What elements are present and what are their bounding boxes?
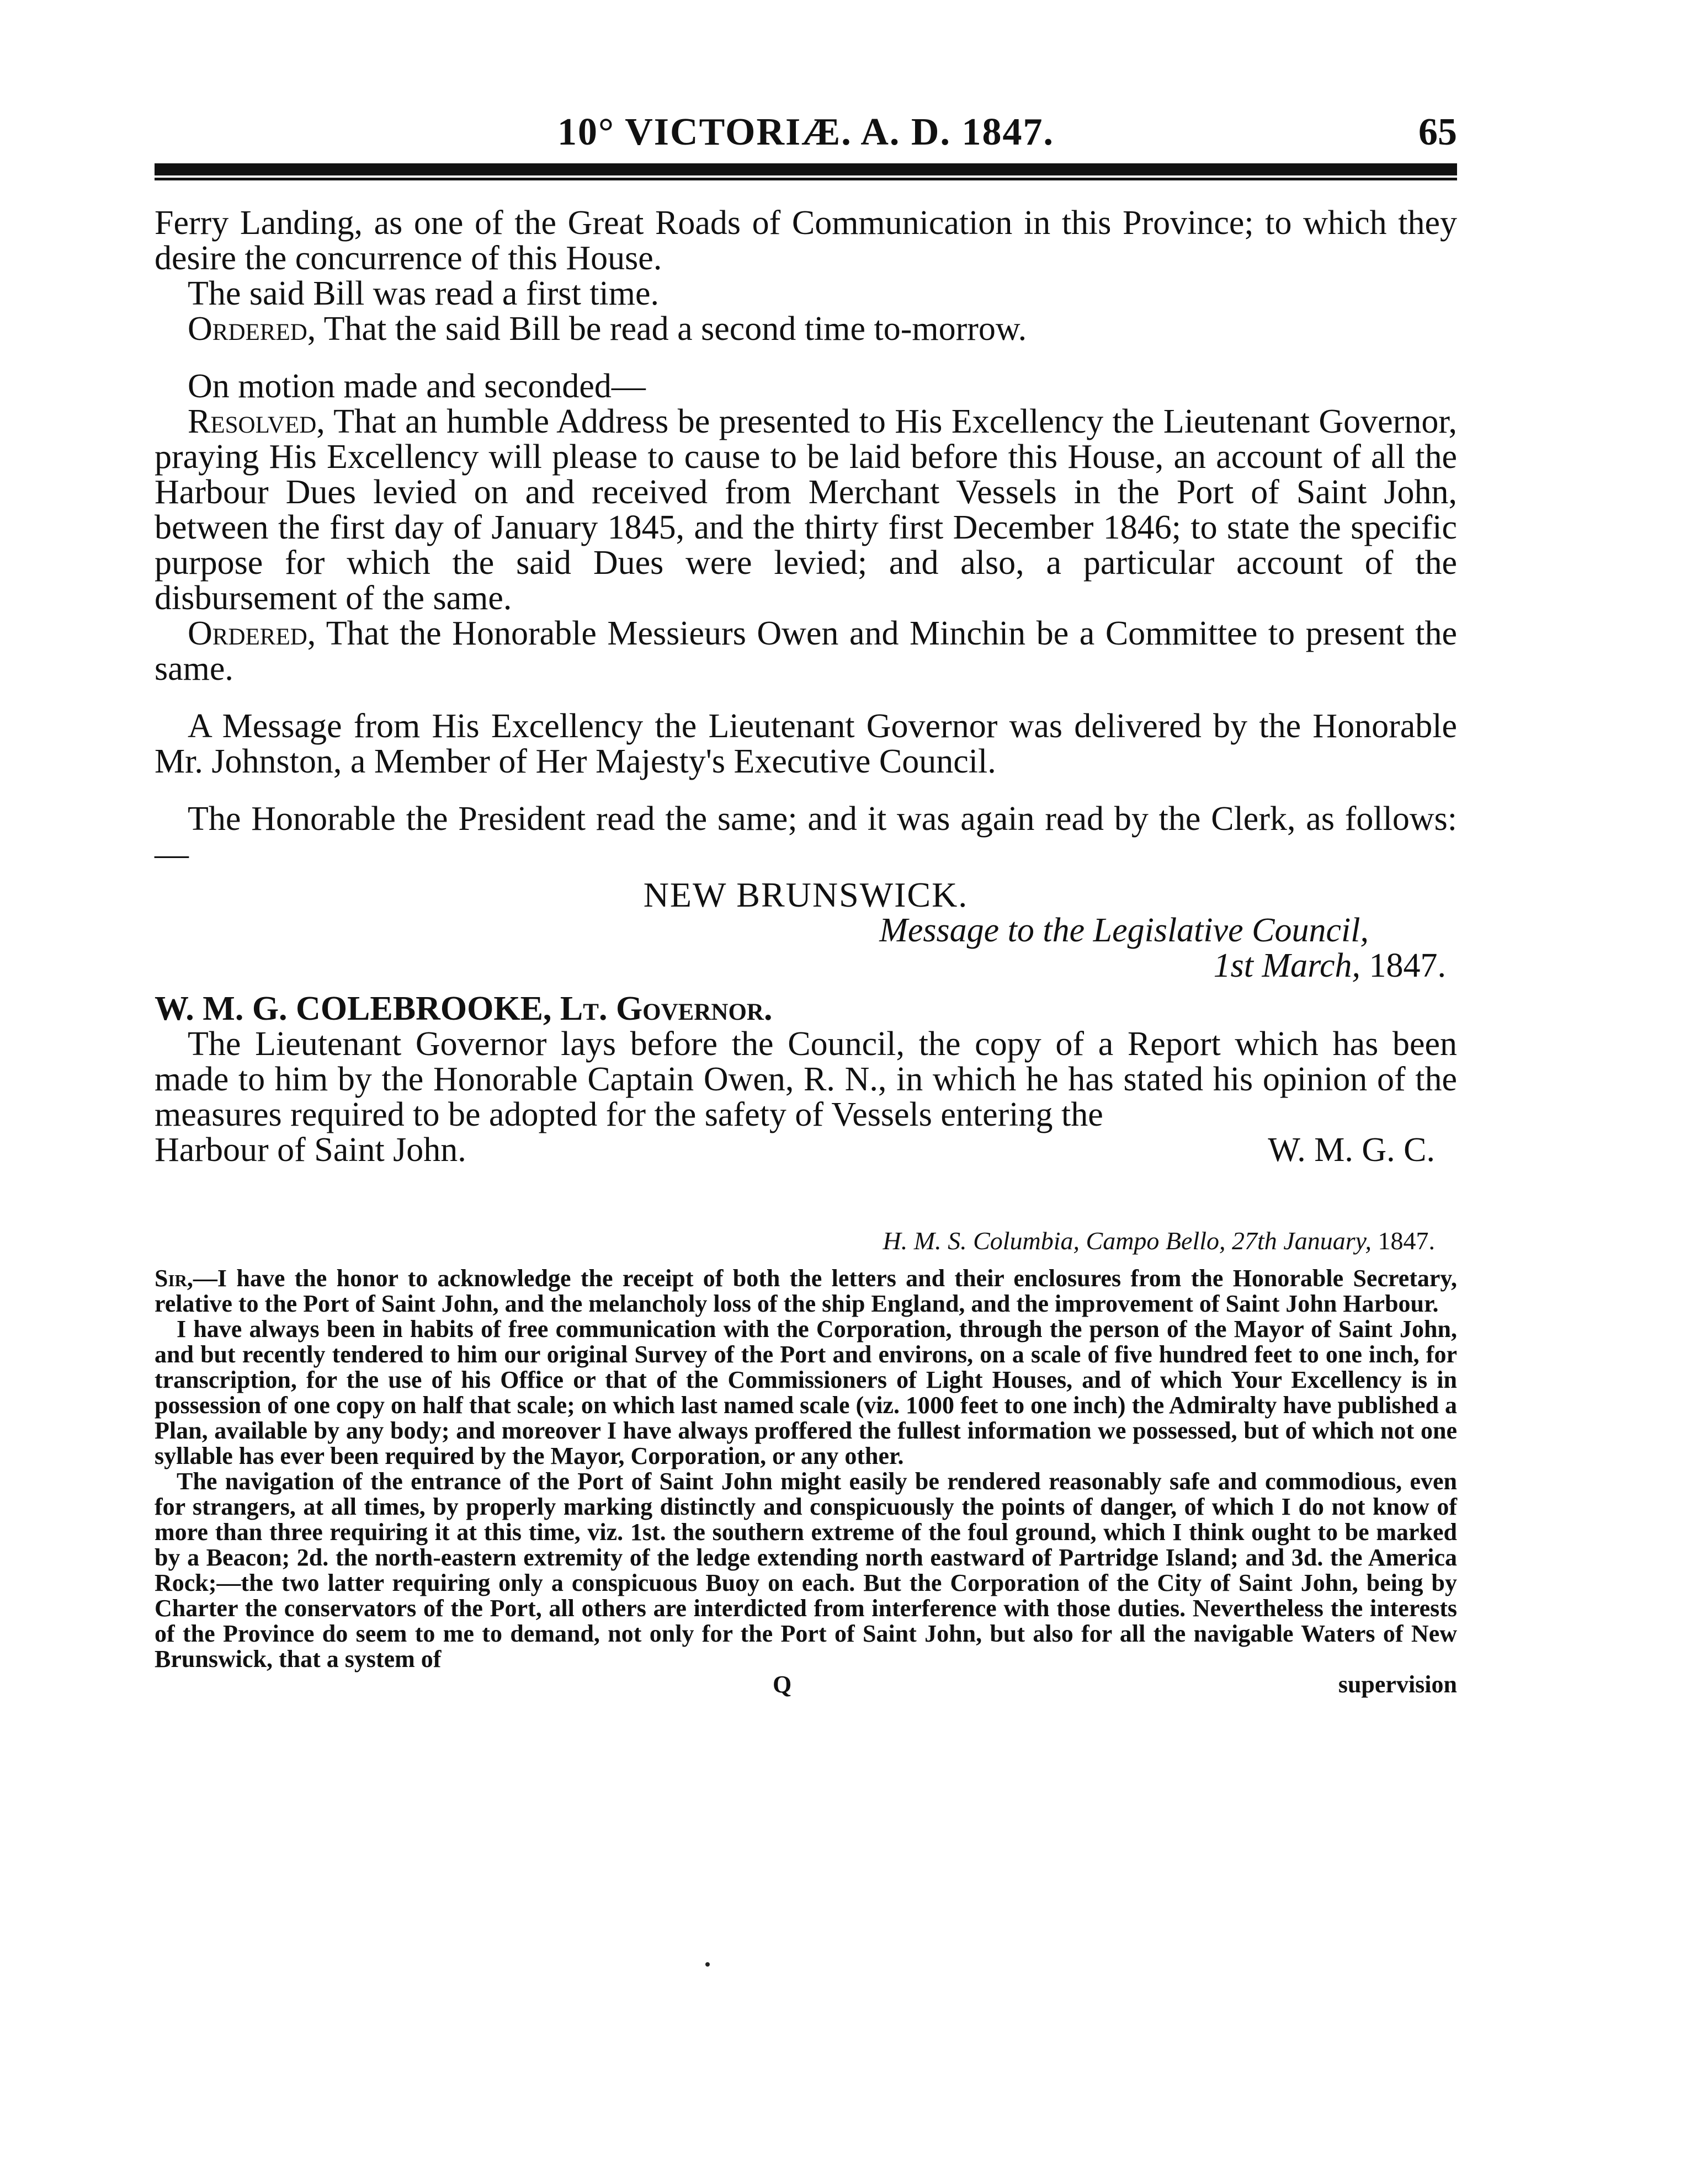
catchword: supervision [1338, 1671, 1457, 1698]
signature-mark: Q [773, 1671, 792, 1698]
letter-dateline-year: 1847. [1372, 1227, 1435, 1255]
running-head [155, 110, 1457, 160]
message-date-day: 1st March, [1213, 947, 1360, 984]
paragraph-resolved [155, 404, 1457, 616]
paragraph-ordered-second-reading [155, 311, 1457, 347]
owen-letter [155, 1228, 1457, 1697]
resolved-lead: Resolved, [188, 403, 325, 440]
paragraph-motion: On motion made and seconded— [188, 367, 646, 405]
resolved-text: That an humble Address be presented to His Excellency the Lieutenant Governor, praying His Excellency will please to cause to be laid before this House, an account of all the Harbour Dues levied on and received from Merchant Vessels in the Port of Saint John, between the first day of January 1845, and the thirty first December 1846; to state the specific purpose for which the said Dues were levied; and also, a particular account of the disbursement of the same. [155, 403, 1457, 617]
letter-salutation: Sir, [155, 1265, 193, 1292]
ordered-committee-text: That the Honorable Messieurs Owen and Minchin be a Committee to present the same. [155, 615, 1457, 688]
ordered-lead: Ordered, [188, 310, 316, 348]
print-speck [705, 1962, 710, 1967]
governor-initials: W. M. G. C. [1268, 1131, 1435, 1169]
paragraph-ferry-landing: Ferry Landing, as one of the Great Roads of Communication in this Province; to which they desire the concurrence of this House. [155, 204, 1457, 277]
journal-body [155, 205, 1457, 1168]
ordered-text: That the said Bill be read a second time to-morrow. [316, 310, 1027, 348]
header-rule-thin [155, 178, 1457, 180]
paragraph-report: The Lieutenant Governor lays before the Council, the copy of a Report which has been made to him by the Honorable Captain Owen, R. N., in which he has stated his opinion of the measures required to be adopted for the safety of Vessels entering the [155, 1025, 1457, 1133]
paragraph-bill-read: The said Bill was read a first time. [188, 275, 659, 312]
paragraph-message-delivered: A Message from His Excellency the Lieutenant Governor was delivered by the Honorable Mr. Johnston, a Member of Her Majesty's Executive Council. [155, 707, 1457, 780]
governor-title: Lt. Governor. [560, 990, 773, 1027]
header-rule-thick [155, 163, 1457, 175]
governor-name: W. M. G. COLEBROOKE, [155, 990, 560, 1027]
page-number: 65 [1418, 111, 1457, 153]
paragraph-ordered-committee [155, 616, 1457, 686]
message-to-council: Message to the Legislative Council, [879, 912, 1369, 949]
letter-dateline-place: H. M. S. Columbia, Campo Bello, 27th January, [883, 1227, 1372, 1255]
letter-paragraph-1-text: —I have the honor to acknowledge the receipt of both the letters and their enclosures from the Honorable Secretary, relative to the Port of Saint John, and the melancholy loss of the ship England, and the improvement of Saint John Harbour. [155, 1265, 1457, 1317]
heading-new-brunswick: NEW BRUNSWICK. [643, 875, 969, 914]
letter-paragraph-1 [155, 1266, 1457, 1317]
letter-dateline [155, 1228, 1457, 1254]
letter-paragraph-2: I have always been in habits of free communication with the Corporation, through the person of the Mayor of Saint John, and but recently tendered to him our original Survey of the Port and environs, on a scale of five hundred feet to one inch, for transcription, for the use of his Office or that of the Commissioners of Light Houses, and of which Your Excellency is in possession of one copy on half that scale; on which last named scale (viz. 1000 feet to one inch) the Admiralty have published a Plan, available by any body; and moreover I have always proffered the fullest information we possessed, but of which not one syllable has ever been required by the Mayor, Corporation, or any other. [155, 1315, 1457, 1469]
letter-paragraph-3: The navigation of the entrance of the Port of Saint John might easily be rendered reasonably safe and commodious, even for strangers, at all times, by properly marking distinctly and conspicuously the points of danger, of which I do not know of more than three requiring it at this time, viz. 1st. the southern extreme of the foul ground, which I think ought to be marked by a Beacon; 2d. the north-eastern extremity of the ledge extending north eastward of Partridge Island; and 3d. the America Rock;—the two latter requiring only a conspicuous Buoy on each. But the Corporation of the City of Saint John, being by Charter the conservators of the Port, all others are interdicted from interference with those duties. Nevertheless the interests of the Province do seem to me to demand, not only for the Port of Saint John, but also for all the navigable Waters of New Brunswick, that a system of [155, 1468, 1457, 1672]
report-last-line: Harbour of Saint John. [155, 1131, 466, 1169]
governor-line [155, 991, 1457, 1026]
message-date-year: 1847. [1360, 947, 1446, 984]
message-date [155, 948, 1457, 983]
running-head-title: 10° VICTORIÆ. A. D. 1847. [557, 111, 1054, 153]
paragraph-president-read: The Honorable the President read the same; and it was again read by the Clerk, as follows:— [155, 800, 1457, 873]
report-signoff [155, 1132, 1457, 1168]
page-foot-marks [155, 1672, 1457, 1697]
ordered-committee-lead: Ordered, [188, 615, 316, 652]
